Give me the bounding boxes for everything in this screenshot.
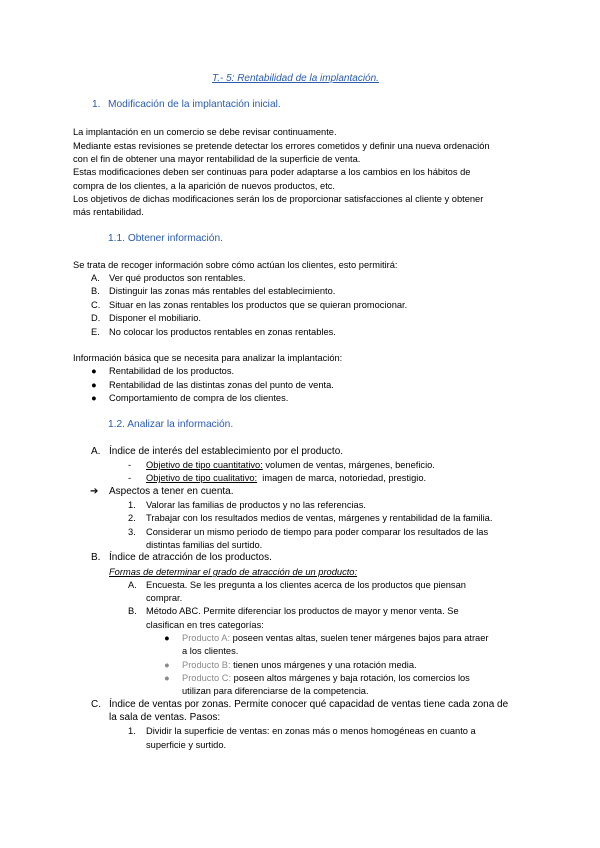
list-marker: 3. [128, 527, 136, 537]
category-label: Producto B: [182, 660, 231, 670]
item-a-text: Índice de interés del establecimiento por el producto. [109, 446, 344, 457]
list-marker: D. [91, 313, 101, 323]
item-a-marker: A. [91, 446, 101, 457]
bullet-dot-icon: ● [91, 393, 97, 403]
paragraph-line: Estas modificaciones deben ser continuas para poder adaptarse a los cambios en los hábitos de [73, 167, 471, 177]
objective-quantitative [146, 459, 435, 471]
list-marker: B. [128, 606, 137, 616]
objective-qualitative [146, 472, 426, 484]
item-c-marker: C. [91, 699, 101, 710]
category-c-continued: utilizan para diferenciarse de la competencia. [182, 686, 369, 696]
step-1 [146, 725, 476, 737]
dash-marker: - [128, 460, 132, 470]
survey-item: Encuesta. Se les pregunta a los clientes acerca de los productos que piensan [146, 580, 466, 590]
dash-marker: - [128, 473, 132, 483]
paragraph-line: más rentabilidad. [73, 207, 144, 217]
bullet-dot-icon: ● [91, 380, 97, 390]
bullet-dot-icon: ● [164, 673, 170, 683]
category-label: Producto A: [182, 633, 231, 643]
paragraph-line: Mediante estas revisiones se pretende detectar los errores cometidos y definir una nueva ordenación [73, 141, 490, 151]
abc-method-item: Método ABC. Permite diferenciar los productos de mayor y menor venta. Se [146, 606, 459, 616]
category-b [182, 659, 417, 671]
basic-info-intro: Información básica que se necesita para analizar la implantación: [73, 353, 343, 363]
bullet-dot-icon: ● [91, 366, 97, 376]
category-text: poseen ventas altas, suelen tener márgenes bajos para atraer [230, 633, 489, 643]
list-item: Distinguir las zonas más rentables del establecimiento. [109, 286, 336, 296]
bullet-item: Comportamiento de compra de los clientes. [109, 393, 289, 403]
aspect-item-continued: distintas familias del surtido. [146, 540, 263, 550]
list-marker: E. [91, 327, 100, 337]
section-1-heading: Modificación de la implantación inicial. [108, 99, 281, 110]
section-1-number: 1. [92, 99, 101, 110]
list-marker: 1. [128, 500, 136, 510]
bullet-item: Rentabilidad de los productos. [109, 366, 235, 376]
survey-item-continued: comprar. [146, 593, 183, 603]
aspect-item: Trabajar con los resultados medios de ventas, márgenes y rentabilidad de la familia. [146, 513, 493, 523]
section-1-1-intro: Se trata de recoger información sobre cómo actúan los clientes, esto permitirá: [73, 260, 398, 270]
category-label: Producto C: [182, 673, 232, 683]
aspects-heading: Aspectos a tener en cuenta. [109, 486, 234, 497]
paragraph-line: Los objetivos de dichas modificaciones serán los de proporcionar satisfacciones al cliente y obtener [73, 194, 484, 204]
arrow-right-icon: ➔ [90, 486, 99, 497]
step-1-continued: superficie y surtido. [146, 740, 227, 750]
list-marker: A. [91, 273, 100, 283]
aspect-item: Considerar un mismo periodo de tiempo para poder comparar los resultados de las [146, 527, 489, 537]
attraction-forms-heading: Formas de determinar el grado de atracción de un producto: [109, 567, 358, 577]
list-marker: 2. [128, 513, 136, 523]
item-b-text: Índice de atracción de los productos. [109, 552, 272, 563]
list-item: Situar en las zonas rentables los productos que se quieran promocionar. [109, 300, 408, 310]
paragraph-line: La implantación en un comercio se debe revisar continuamente. [73, 127, 337, 137]
item-c-text-continued: la sala de ventas. Pasos: [109, 712, 221, 723]
list-item: No colocar los productos rentables en zonas rentables. [109, 327, 336, 337]
bullet-item: Rentabilidad de las distintas zonas del punto de venta. [109, 380, 334, 390]
step-text: en zonas más o menos homogéneas en cuanto a [269, 726, 476, 736]
list-item: Disponer el mobiliario. [109, 313, 201, 323]
category-a-continued: a los clientes. [182, 646, 239, 656]
aspect-item: Valorar las familias de productos y no las referencias. [146, 500, 366, 510]
objective-label: Objetivo de tipo cuantitativo: [146, 460, 263, 470]
step-label: Dividir la superficie de ventas: [146, 726, 270, 736]
objective-label: Objetivo de tipo cualitativo: [146, 473, 258, 483]
list-marker: 1. [128, 726, 136, 736]
list-marker: A. [128, 580, 137, 590]
item-b-marker: B. [91, 552, 101, 563]
category-text: tienen unos márgenes y una rotación media. [230, 660, 417, 670]
abc-method-item-continued: clasifican en tres categorías: [146, 620, 264, 630]
category-a [182, 632, 489, 644]
bullet-dot-icon: ● [164, 633, 170, 643]
bullet-dot-icon: ● [164, 660, 170, 670]
list-marker: C. [91, 300, 101, 310]
paragraph-line: compra de los clientes, a la aparición de nuevos productos, etc. [73, 181, 336, 191]
list-item: Ver qué productos son rentables. [109, 273, 246, 283]
objective-text: volumen de ventas, márgenes, beneficio. [262, 460, 435, 470]
section-1-2-heading: 1.2. Analizar la información. [108, 419, 234, 430]
category-text: poseen altos márgenes y baja rotación, los comercios los [231, 673, 470, 683]
objective-text: imagen de marca, notoriedad, prestigio. [257, 473, 427, 483]
paragraph-line: con el fin de obtener una mayor rentabilidad de la superficie de venta. [73, 154, 361, 164]
page-title: T.- 5: Rentabilidad de la implantación. [212, 73, 379, 84]
category-c [182, 672, 470, 684]
section-1-1-heading: 1.1. Obtener información. [108, 233, 223, 244]
item-c-text: Índice de ventas por zonas. Permite conocer qué capacidad de ventas tiene cada zona de [109, 699, 509, 710]
list-marker: B. [91, 286, 100, 296]
